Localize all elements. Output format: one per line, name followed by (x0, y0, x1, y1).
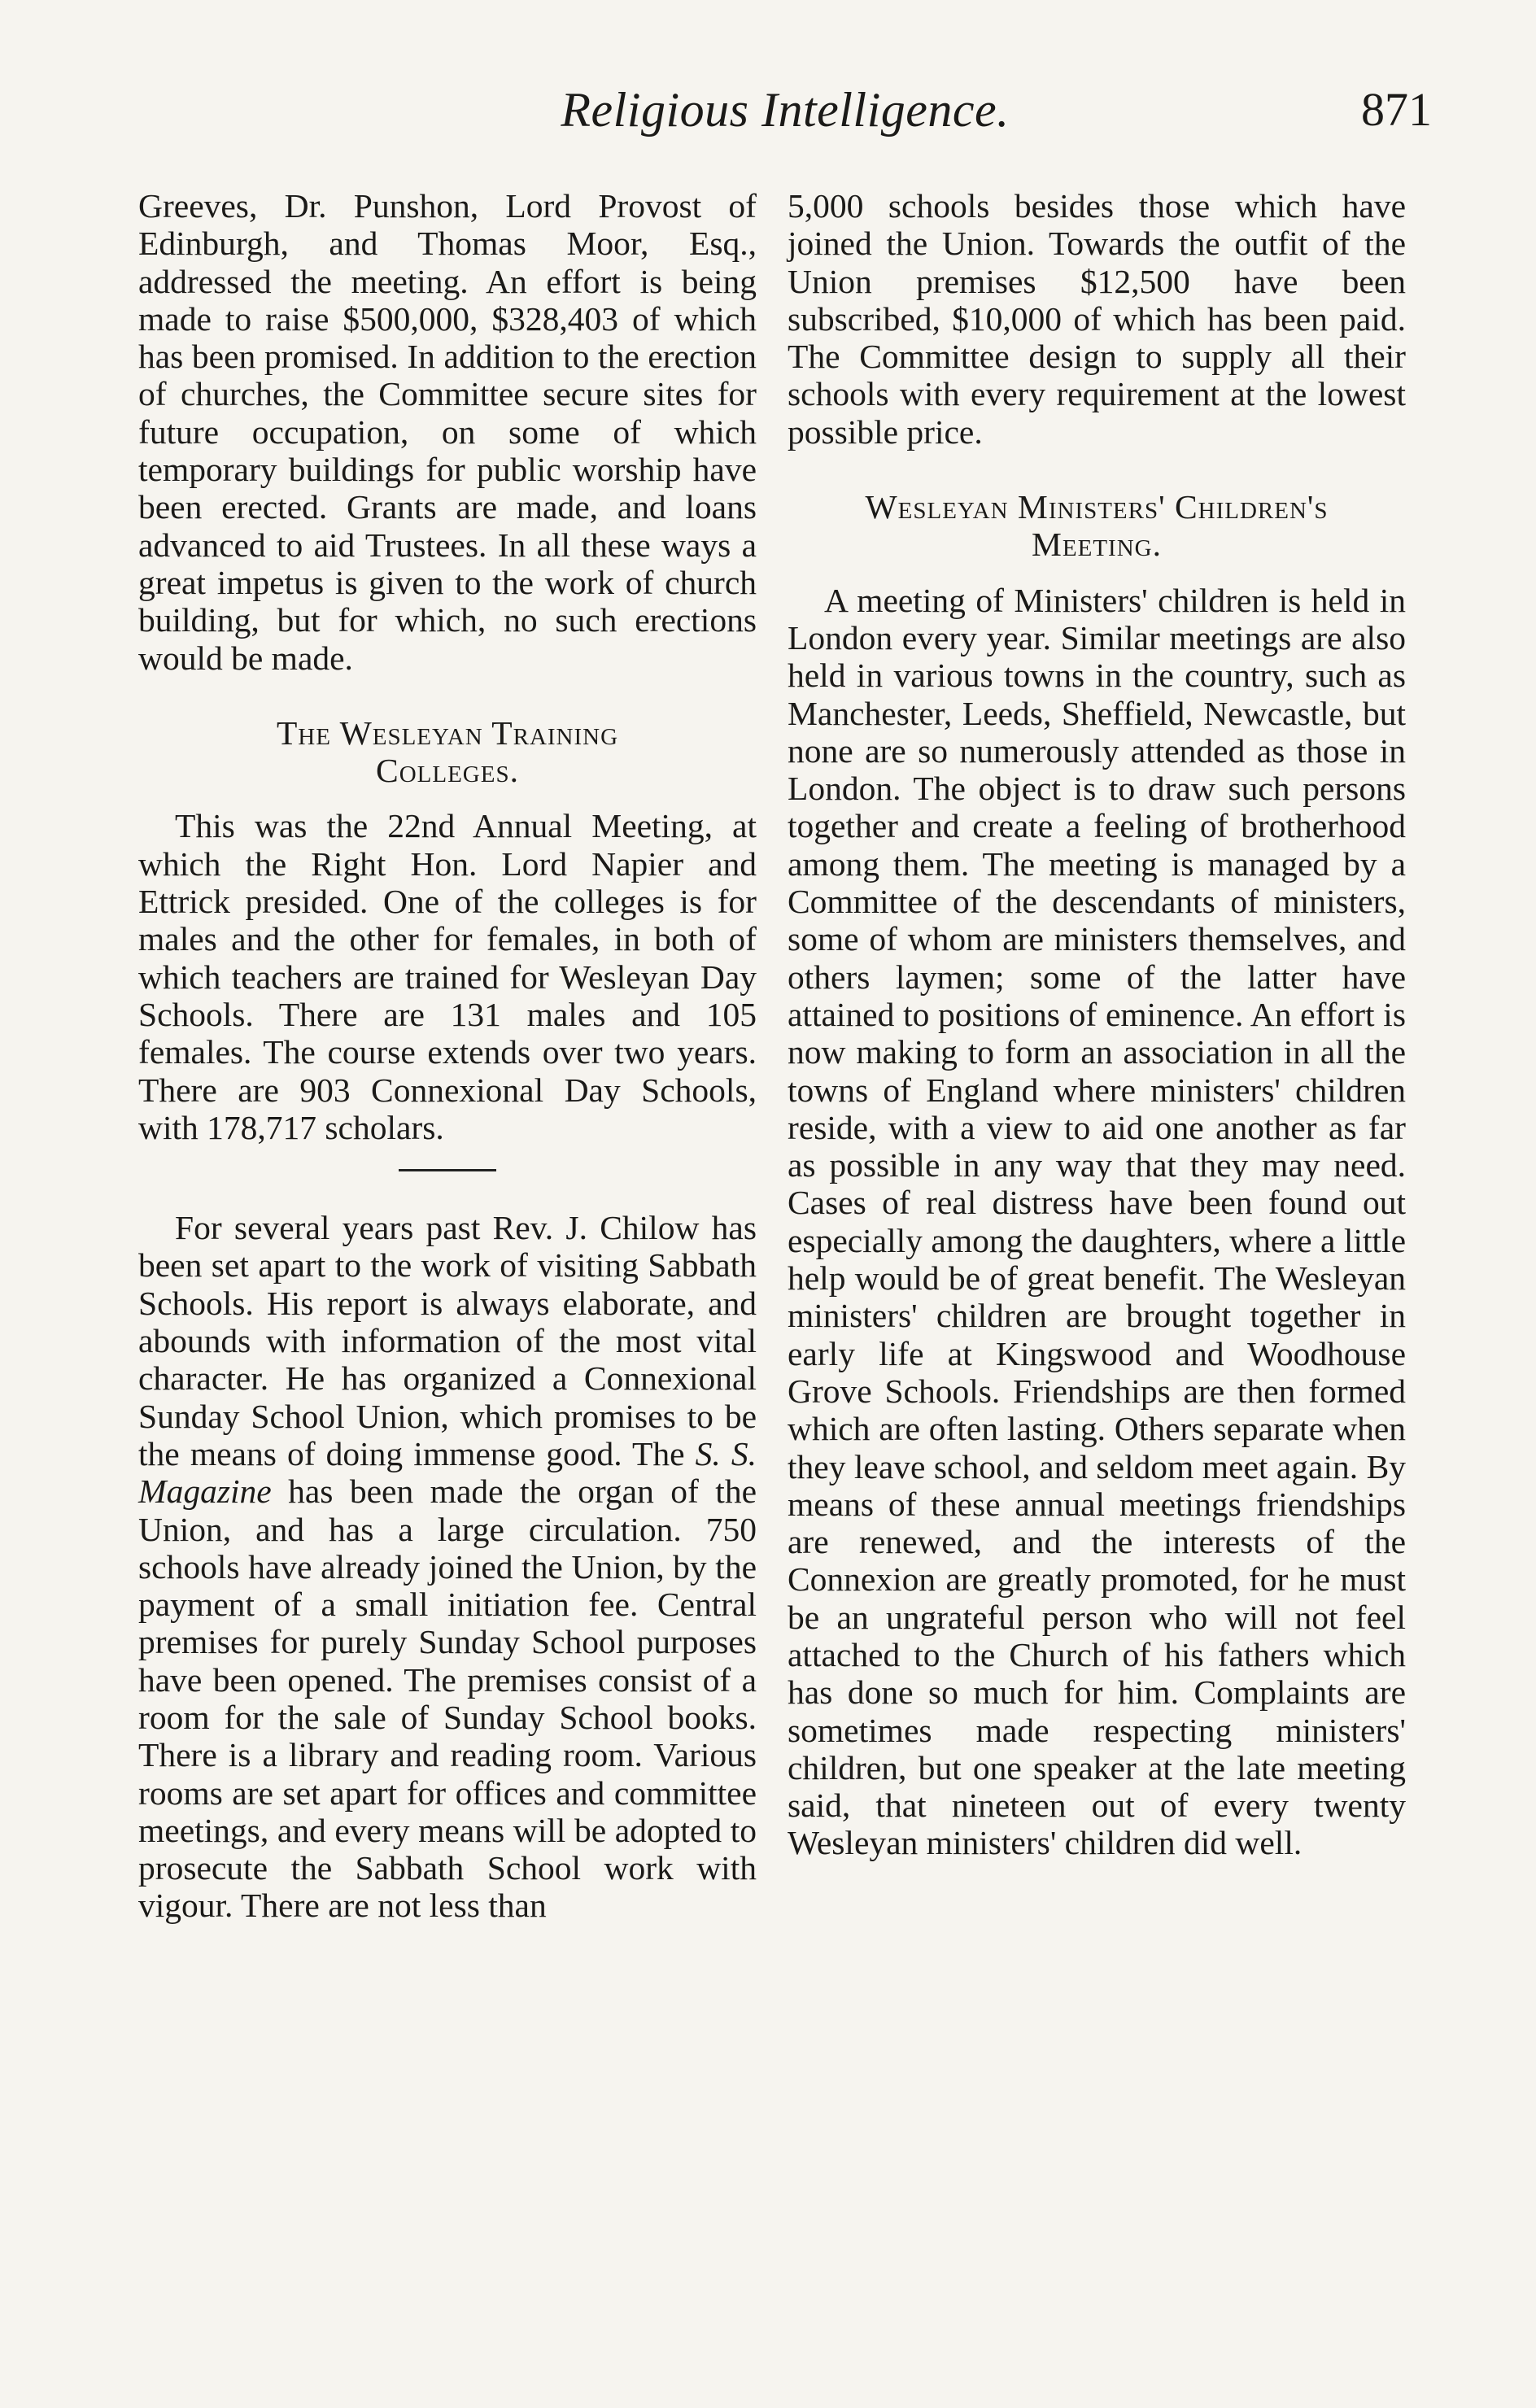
running-title: Religious Intelligence. (561, 83, 1010, 137)
paragraph-church-building: Greeves, Dr. Punshon, Lord Provost of Edinburgh, and Thomas Moor, Esq., addressed the meeting. An effort is being made to raise $500,000, $328,403 of which has been promised. In addition to the erection of churches, the Committee secure sites for future occupation, on some of which temporary buildings for public worship have been erected. Grants are made, and loans advanced to aid Trustees. In all these ways a great impetus is given to the work of church building, but for which, no such erections would be made. (138, 187, 757, 677)
section-heading-ministers-children (788, 488, 1406, 564)
section-divider (399, 1169, 496, 1171)
page-number: 871 (1361, 83, 1432, 136)
page-header (138, 77, 1432, 150)
spacer (788, 564, 1406, 582)
magazine-title: S. S. Magazine (138, 1434, 757, 1511)
left-column (138, 187, 757, 1925)
section-heading-training-colleges (138, 714, 757, 790)
paragraph-text: has been made the organ of the Union, and has a large circulation. 750 schools have already joined the Union, by the payment of a small initiation fee. Central premises for purely Sunday School purposes have been opened. The premises consist of a room for the sale of Sunday School books. There is a library and reading room. Various rooms are set apart for offices and committee meetings, and every means will be adopted to prosecute the Sabbath School work with vigour. There are not less than (138, 1472, 757, 1925)
spacer (138, 789, 757, 807)
paragraph-union-premises: 5,000 schools besides those which have joined the Union. Towards the outfit of the Union premises $12,500 have been subscribed, $10,000 of which has been paid. The Committee design to supply all their schools with every requirement at the lowest possible price. (788, 187, 1406, 451)
paragraph-sunday-school-union (138, 1209, 757, 1925)
paragraph-training-colleges: This was the 22nd Annual Meeting, at which the Right Hon. Lord Napier and Ettrick presided. One of the colleges is for males and the other for females, in both of which teachers are trained for Wesleyan Day Schools. There are 131 males and 105 females. The course extends over two years. There are 903 Connexional Day Schools, with 178,717 scholars. (138, 807, 757, 1146)
heading-line: Wesleyan Ministers' Children's (865, 488, 1329, 526)
paragraph-ministers-children: A meeting of Ministers' children is held in London every year. Similar meetings are also held in various towns in the country, such as Manchester, Leeds, Sheffield, Newcastle, but none are so numerously attended as those in London. The object is to draw such persons together and create a feeling of brotherhood among them. The meeting is managed by a Committee of the descendants of ministers, some of whom are ministers themselves, and others laymen; some of the latter have attained to positions of eminence. An effort is now making to form an association in all the towns of England where ministers' children reside, with a view to aid one another as far as possible in any way that they may need. Cases of real distress have been found out especially among the daughters, where a little help would be of great benefit. The Wesleyan ministers' children are brought together in early life at Kingswood and Woodhouse Grove Schools. Friendships are then formed which are often lasting. Others separate when they leave school, and seldom meet again. By means of these annual meetings friendships are renewed, and the interests of the Connexion are greatly promoted, for he must be an ungrateful person who will not feel attached to the Church of his fathers which has done so much for him. Complaints are sometimes made respecting ministers' children, but one speaker at the late meeting said, that nineteen out of every twenty Wesleyan ministers' children did well. (788, 581, 1406, 1862)
spacer (138, 677, 757, 714)
right-column (788, 187, 1406, 1862)
heading-line: The Wesleyan Training (276, 713, 619, 752)
spacer (788, 451, 1406, 488)
heading-line: Meeting. (1032, 526, 1162, 564)
heading-line: Colleges. (376, 752, 519, 790)
paragraph-text: For several years past Rev. J. Chilow has been set apart to the work of visiting Sabbath Schools. His report is always elaborate, and abounds with information of the most vital character. He has organized a Connexional Sunday School Union, which promises to be the means of doing immense good. The (138, 1209, 757, 1472)
